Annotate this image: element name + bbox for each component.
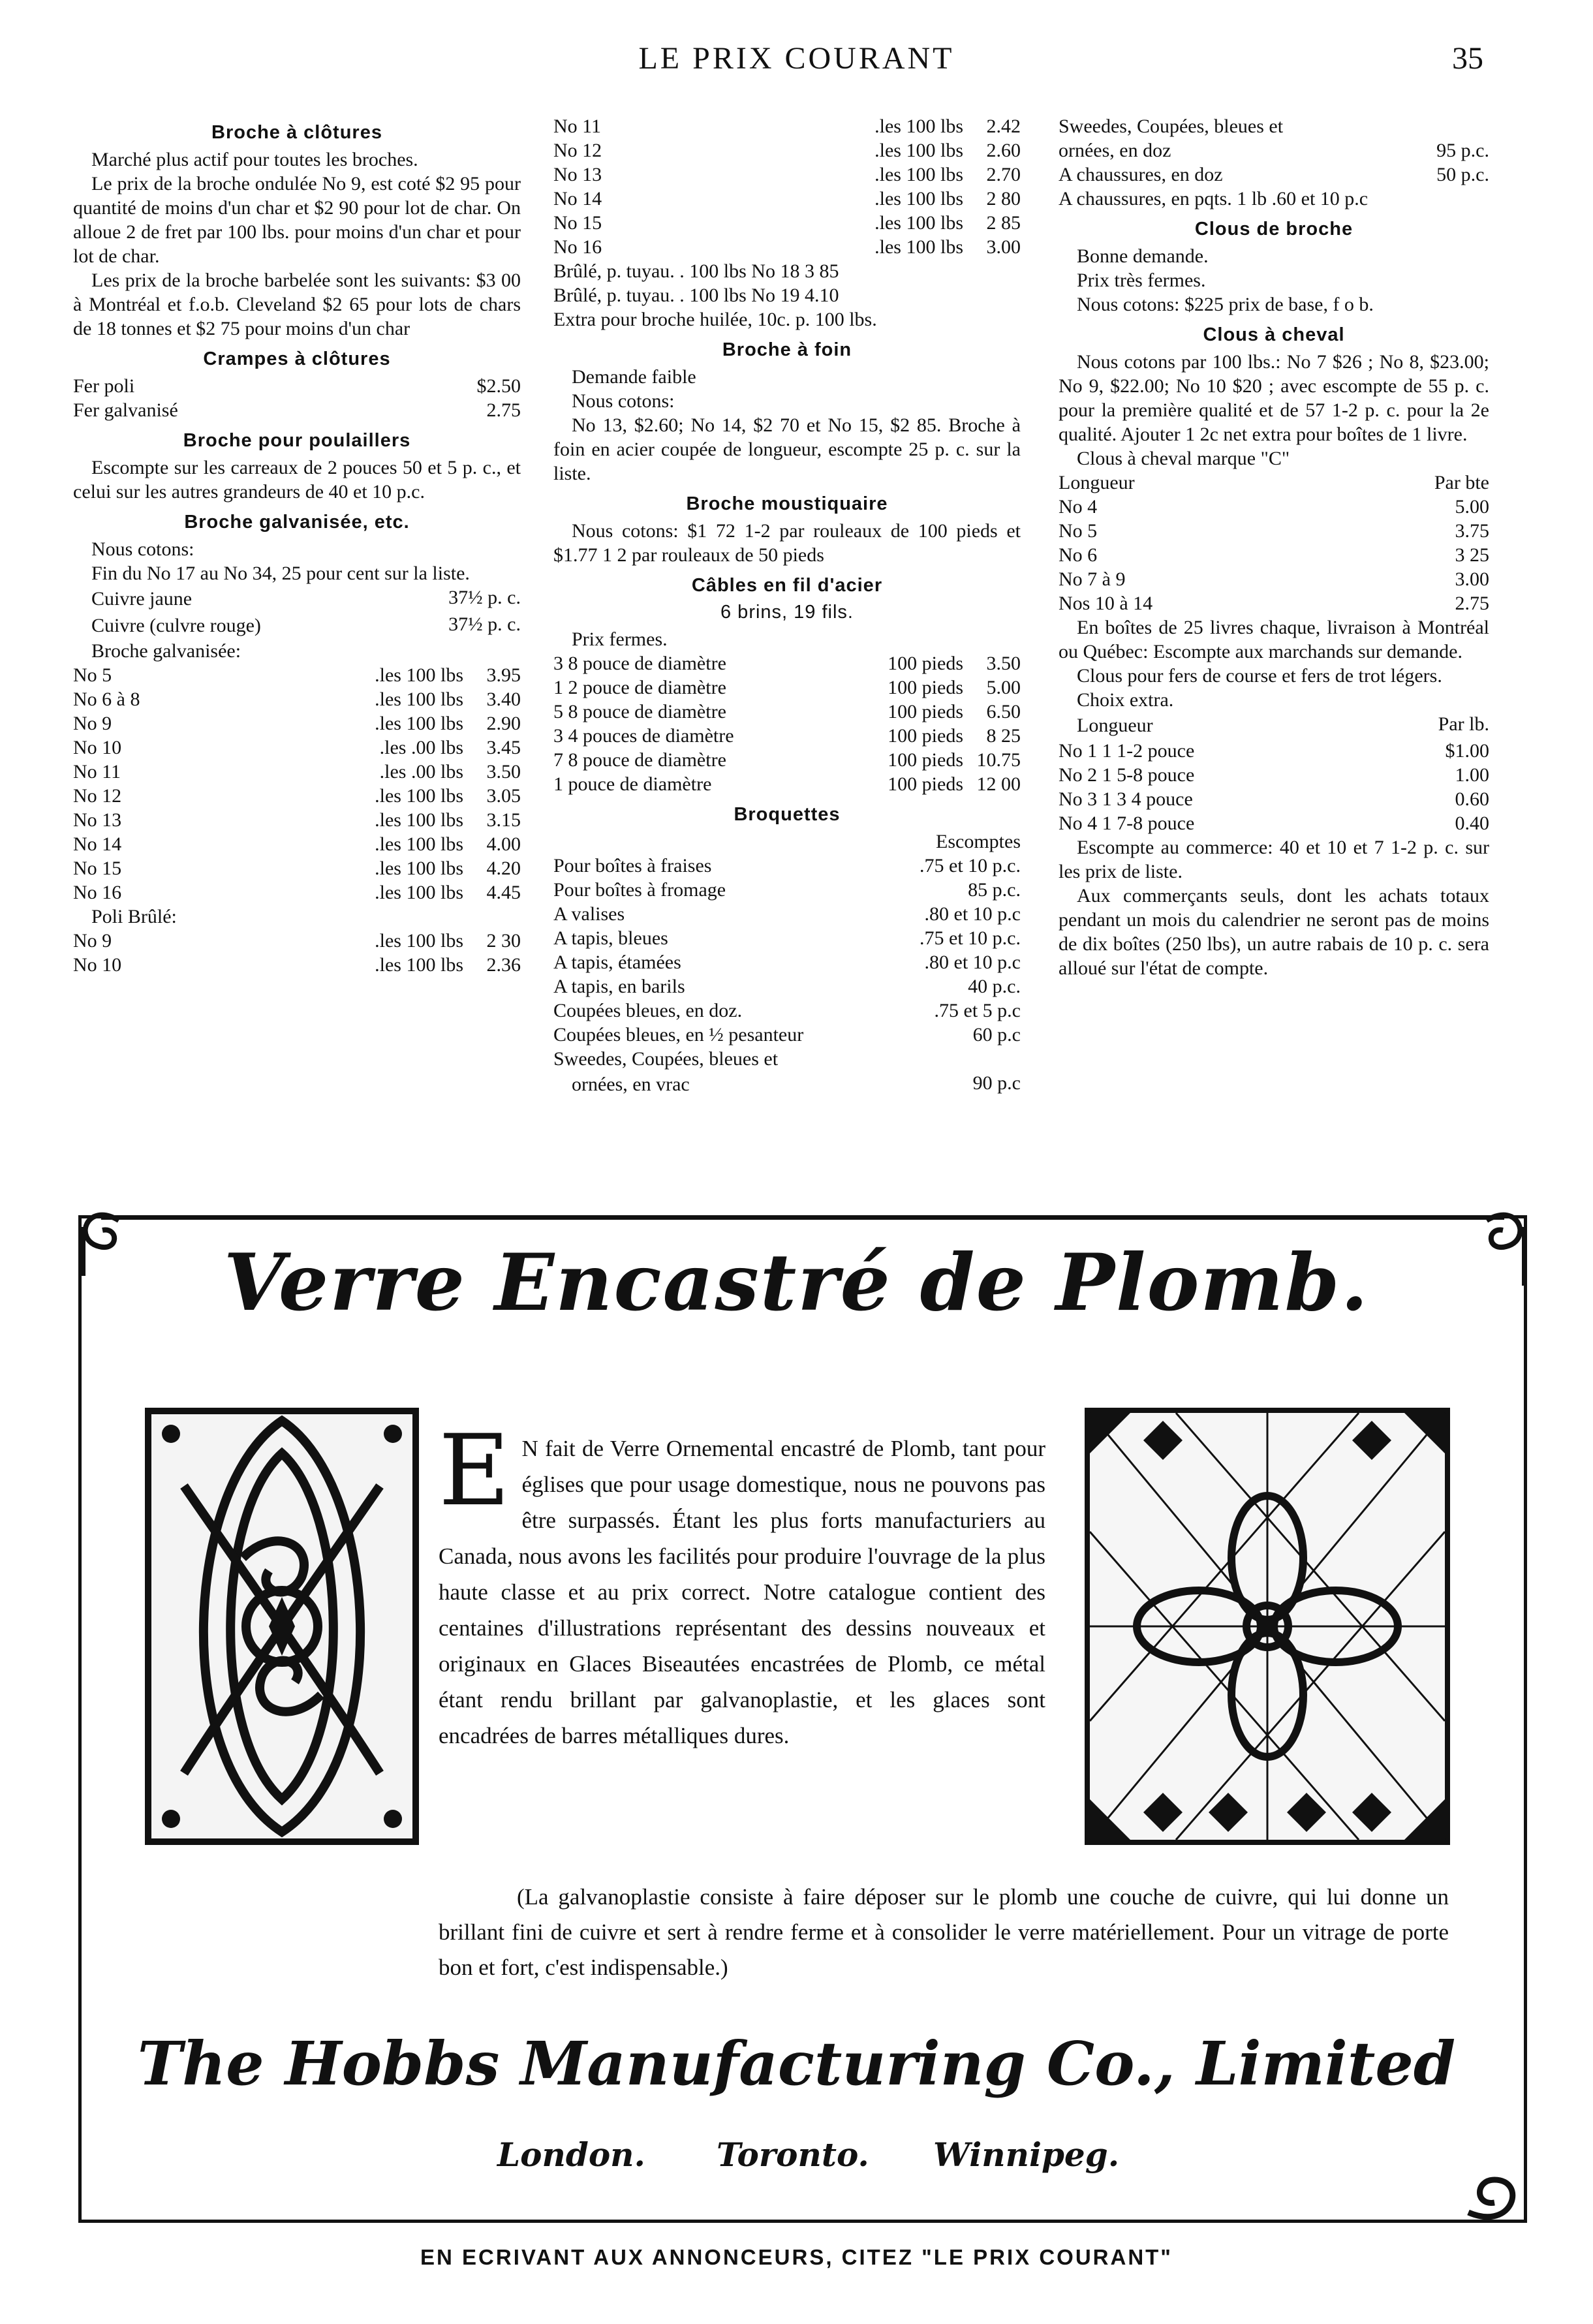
company-name: The Hobbs Manufacturing Co., Limited	[137, 2028, 1456, 2099]
cable-length: 100 pieds	[888, 725, 963, 747]
item-number: No 15	[73, 858, 122, 879]
paragraph: Sweedes, Coupées, bleues et	[553, 1048, 779, 1070]
item-number: No 16	[73, 882, 122, 903]
item-unit: .les 100 lbs	[375, 713, 463, 734]
item-label: A chaussures, en doz	[1059, 164, 1223, 185]
paragraph: Brûlé, p. tuyau. . 100 lbs No 18 3 85	[553, 260, 839, 282]
column-left	[73, 114, 521, 977]
paragraph: Nous cotons par 100 lbs.: No 7 $26 ; No 8, $23.00; No 9, $22.00; No 10 $20 ; avec escompte de 55 p. c. pour la première qualité et de 57 1-2 p. c. pour la 2e qualité. Ajouter 1 2c net extra pour boîtes de 1 livre.	[1059, 351, 1489, 445]
item-value: .75 et 10 p.c.	[920, 855, 1021, 876]
paragraph: Nous cotons:	[91, 538, 194, 560]
item-label: A tapis, étamées	[553, 952, 681, 973]
item-price: 3.50	[486, 761, 521, 782]
section-heading-foin: Broche à foin	[722, 339, 852, 360]
item-unit: .les 100 lbs	[375, 882, 463, 903]
advertisement-top-rule	[101, 1215, 1504, 1220]
paragraph: En boîtes de 25 livres chaque, livraison à Montréal ou Québec: Escompte aux marchands sur demande.	[1059, 617, 1489, 662]
scroll-ornament-icon	[1455, 2154, 1527, 2232]
column-right	[1059, 114, 1489, 980]
item-unit: .les 100 lbs	[874, 188, 963, 209]
price-row	[553, 974, 1021, 999]
item-label: ornées, en doz	[1059, 140, 1171, 161]
price-row	[73, 612, 521, 639]
item-value: 95 p.c.	[1436, 140, 1489, 161]
stained-glass-arch-image	[145, 1408, 419, 1845]
price-row	[1059, 519, 1489, 543]
cable-size: 3 4 pouces de diamètre	[553, 725, 734, 747]
price-row	[73, 736, 521, 760]
item-number: No 10	[73, 954, 122, 976]
item-unit: .les 100 lbs	[874, 164, 963, 185]
paragraph: Choix extra.	[1077, 689, 1174, 711]
item-price: 3.00	[1455, 568, 1489, 590]
price-row	[553, 1023, 1021, 1047]
column-header: Par lb.	[1438, 713, 1489, 735]
item-label: Sweedes, Coupées, bleues et	[1059, 116, 1284, 137]
item-price: 3.95	[486, 664, 521, 686]
item-value: .80 et 10 p.c	[924, 903, 1021, 925]
item-value	[1437, 187, 1489, 211]
item-number: No 11	[73, 761, 121, 782]
table-header	[1059, 471, 1489, 495]
cable-price: 3.50	[986, 653, 1021, 674]
price-row	[553, 114, 1021, 138]
item-value: 50 p.c.	[1436, 164, 1489, 185]
advertisement-title: Verre Encastré de Plomb.	[223, 1237, 1370, 1329]
item-number: No 15	[553, 212, 602, 234]
item-number: No 14	[73, 833, 122, 855]
item-label: A tapis, en barils	[553, 976, 685, 997]
paragraph: Prix fermes.	[572, 628, 668, 650]
item-price: 0.60	[1455, 788, 1489, 810]
galvanisee-table	[73, 663, 521, 905]
item-number: No 6 à 8	[73, 689, 140, 710]
item-price: 4.00	[486, 833, 521, 855]
section-heading-clous-broche: Clous de broche	[1194, 219, 1353, 240]
price-value: 37½ p. c.	[448, 613, 521, 635]
paragraph: Escompte sur les carreaux de 2 pouces 50 et 5 p. c., et celui sur les autres grandeurs de 40 et 10 p.c.	[73, 457, 521, 503]
price-row	[73, 808, 521, 832]
price-row	[1059, 187, 1489, 211]
item-unit: .les 100 lbs	[874, 212, 963, 234]
drop-cap: E	[439, 1414, 510, 1528]
price-row	[73, 374, 521, 398]
price-row	[73, 663, 521, 687]
price-row	[1059, 763, 1489, 787]
column-header: Longueur	[1077, 715, 1153, 736]
paragraph: Nous cotons:	[572, 390, 675, 412]
item-price: 3.05	[486, 785, 521, 807]
section-heading-cables: Câbles en fil d'acier	[691, 575, 883, 596]
item-price: $1.00	[1445, 740, 1489, 762]
price-row	[73, 687, 521, 711]
paragraph: Clous à cheval marque "C"	[1077, 448, 1290, 469]
paragraph: Demande faible	[572, 366, 696, 388]
item-value	[1437, 114, 1489, 138]
price-label: Fer galvanisé	[73, 399, 178, 421]
price-row	[1059, 495, 1489, 519]
page-header-title: LE PRIX COURANT	[638, 41, 955, 76]
cables-subheading: 6 brins, 19 fils.	[720, 602, 854, 623]
item-unit: .les .00 lbs	[379, 737, 463, 758]
price-row	[553, 748, 1021, 772]
item-value: .80 et 10 p.c	[924, 952, 1021, 973]
price-row	[553, 700, 1021, 724]
cable-price: 8 25	[986, 725, 1021, 747]
item-price: 3.75	[1455, 520, 1489, 542]
paragraph: Poli Brûlé:	[91, 906, 177, 927]
price-row	[553, 163, 1021, 187]
price-value: 90 p.c	[972, 1072, 1021, 1094]
section-heading-crampes: Crampes à clôtures	[203, 349, 391, 369]
choix-table	[1059, 739, 1489, 835]
price-label: ornées, en vrac	[572, 1074, 690, 1095]
table-header	[1059, 712, 1489, 739]
cable-size: 7 8 pouce de diamètre	[553, 749, 726, 771]
cable-length: 100 pieds	[888, 653, 963, 674]
item-number: No 11	[553, 116, 602, 137]
item-number: No 4	[1059, 496, 1098, 518]
item-number: No 12	[73, 785, 122, 807]
advertisement-body	[439, 1414, 1045, 1754]
item-number: No 13	[553, 164, 602, 185]
paragraph: No 13, $2.60; No 14, $2 70 et No 15, $2 85. Broche à foin en acier coupée de longueur, escompte 25 p. c. sur la liste.	[553, 414, 1021, 484]
price-row	[73, 711, 521, 736]
price-row	[73, 856, 521, 880]
poli-brule-table	[73, 929, 521, 977]
section-heading-clous-cheval: Clous à cheval	[1203, 324, 1345, 345]
price-row	[1059, 739, 1489, 763]
item-price: 4.20	[486, 858, 521, 879]
section-heading-poulaillers: Broche pour poulaillers	[183, 430, 411, 451]
cable-size: 3 8 pouce de diamètre	[553, 653, 726, 674]
price-row	[1059, 138, 1489, 163]
price-row	[1059, 163, 1489, 187]
price-value: $2.50	[476, 375, 521, 397]
item-number: No 7 à 9	[1059, 568, 1126, 590]
item-number: No 6	[1059, 544, 1098, 566]
column-header: Par bte	[1434, 472, 1489, 493]
paragraph: Bonne demande.	[1077, 245, 1209, 267]
item-value: .75 et 5 p.c	[934, 1000, 1021, 1021]
item-value: 40 p.c.	[968, 976, 1021, 997]
price-row	[553, 651, 1021, 675]
item-price: 2 30	[486, 930, 521, 952]
item-price: 2.36	[486, 954, 521, 976]
item-label: Pour boîtes à fromage	[553, 879, 726, 901]
price-row	[73, 929, 521, 953]
item-unit: .les 100 lbs	[874, 116, 963, 137]
price-row	[1059, 591, 1489, 615]
paragraph: Marché plus actif pour toutes les broches.	[91, 149, 418, 170]
item-value: .75 et 10 p.c.	[920, 927, 1021, 949]
item-number: No 9	[73, 713, 112, 734]
item-price: 4.45	[486, 882, 521, 903]
item-number: No 5	[73, 664, 112, 686]
cable-length: 100 pieds	[888, 701, 963, 722]
price-row	[1059, 811, 1489, 835]
price-label: Cuivre (culvre rouge)	[91, 615, 261, 636]
price-row	[1059, 567, 1489, 591]
cable-price: 10.75	[976, 749, 1021, 771]
city-london: London.	[497, 2135, 645, 2174]
price-row	[553, 1071, 1021, 1098]
item-price: 3.45	[486, 737, 521, 758]
item-number: No 9	[73, 930, 112, 952]
price-label: Cuivre jaune	[91, 588, 193, 610]
item-unit: .les 100 lbs	[375, 809, 463, 831]
item-unit: .les 100 lbs	[874, 140, 963, 161]
item-price: 2.42	[986, 116, 1021, 137]
item-price: 5.00	[1455, 496, 1489, 518]
paragraph: Prix très fermes.	[1077, 270, 1206, 291]
item-number: No 13	[73, 809, 122, 831]
item-price: 0.40	[1455, 813, 1489, 834]
price-row	[1059, 543, 1489, 567]
cable-size: 5 8 pouce de diamètre	[553, 701, 726, 722]
price-value: 2.75	[486, 399, 521, 421]
item-unit: .les .00 lbs	[379, 761, 463, 782]
price-row	[553, 950, 1021, 974]
item-number: No 2 1 5-8 pouce	[1059, 764, 1195, 786]
city-winnipeg: Winnipeg.	[933, 2135, 1120, 2174]
price-row	[553, 772, 1021, 796]
paragraph: Escompte au commerce: 40 et 10 et 7 1-2 p. c. sur les prix de liste.	[1059, 837, 1489, 882]
item-label: Pour boîtes à fraises	[553, 855, 712, 876]
paragraph: Nous cotons: $225 prix de base, f o b.	[1077, 294, 1374, 315]
price-row	[73, 784, 521, 808]
cable-price: 12 00	[976, 773, 1021, 795]
item-value: 85 p.c.	[968, 879, 1021, 901]
cable-size: 1 2 pouce de diamètre	[553, 677, 726, 698]
paragraph: Aux commerçants seuls, dont les achats totaux pendant un mois du calendrier ne seront pas de moins de dix boîtes (250 lbs), un autre rabais de 10 p. c. sera alloué sur l'état de compte.	[1059, 885, 1489, 979]
item-price: 2.75	[1455, 593, 1489, 614]
item-unit: .les 100 lbs	[375, 858, 463, 879]
item-number: No 3 1 3 4 pouce	[1059, 788, 1193, 810]
cable-price: 6.50	[986, 701, 1021, 722]
item-unit: .les 100 lbs	[375, 833, 463, 855]
price-row	[73, 832, 521, 856]
page-footer: EN ECRIVANT AUX ANNONCEURS, CITEZ "LE PRIX COURANT"	[420, 2245, 1173, 2269]
paragraph: Clous pour fers de course et fers de trot légers.	[1077, 665, 1442, 687]
top-price-table	[1059, 114, 1489, 211]
paragraph: Extra pour broche huilée, 10c. p. 100 lbs.	[553, 309, 877, 330]
paragraph: Fin du No 17 au No 34, 25 pour cent sur la liste.	[91, 563, 470, 584]
price-row	[1059, 114, 1489, 138]
price-row	[73, 760, 521, 784]
item-label: A chaussures, en pqts. 1 lb .60 et 10 p.c	[1059, 188, 1369, 209]
price-row	[553, 138, 1021, 163]
item-price: 3 25	[1455, 544, 1489, 566]
column-middle	[553, 114, 1021, 1098]
paragraph: Nous cotons: $1 72 1-2 par rouleaux de 100 pieds et $1.77 1 2 par rouleaux de 50 pieds	[553, 520, 1021, 566]
cable-length: 100 pieds	[888, 773, 963, 795]
cable-size: 1 pouce de diamètre	[553, 773, 712, 795]
item-unit: .les 100 lbs	[375, 664, 463, 686]
column-header: Longueur	[1059, 472, 1135, 493]
paragraph: Les prix de la broche barbelée sont les suivants: $3 00 à Montréal et f.o.b. Cleveland $2 65 pour lots de chars de 18 tonnes et $2 75 pour moins d'un char	[73, 270, 521, 339]
price-row	[553, 724, 1021, 748]
stained-glass-panel-image	[1085, 1408, 1450, 1845]
item-unit: .les 100 lbs	[375, 954, 463, 976]
price-row	[553, 902, 1021, 926]
item-price: 2.70	[986, 164, 1021, 185]
item-unit: .les 100 lbs	[375, 785, 463, 807]
item-number: No 4 1 7-8 pouce	[1059, 813, 1195, 834]
item-label: A valises	[553, 903, 625, 925]
item-label: Coupées bleues, en ½ pesanteur	[553, 1024, 804, 1046]
price-row	[73, 953, 521, 977]
price-row	[553, 878, 1021, 902]
item-price: 2.60	[986, 140, 1021, 161]
advertisement-body-text: N fait de Verre Ornemental encastré de Plomb, tant pour églises que pour usage domestique, nous ne pouvons pas être surpassés. Étant les plus forts manufacturiers au Canada, nous avons les facilités pour produire l'ouvrage de la plus haute classe et au prix correct. Notre catalogue contient des centaines d'illustrations représentant des dessins nouveaux et originaux en Glaces Biseautées encastrées de Plomb, ce métal étant rendu brillant par galvanoplastie, et les glaces sont encadrées de barres métalliques dures.	[439, 1436, 1045, 1748]
item-number: Nos 10 à 14	[1059, 593, 1153, 614]
paragraph: Le prix de la broche ondulée No 9, est coté $2 95 pour quantité de moins d'un char et $2 90 pour lot de char. On alloue 2 de fret par 100 lbs. pour moins d'un char et pour lot de char.	[73, 173, 521, 267]
price-row	[553, 854, 1021, 878]
cable-price: 5.00	[986, 677, 1021, 698]
item-number: No 10	[73, 737, 122, 758]
item-label: A tapis, bleues	[553, 927, 668, 949]
item-price: 1.00	[1455, 764, 1489, 786]
section-heading-broche-clotures: Broche à clôtures	[211, 122, 382, 143]
cable-length: 100 pieds	[888, 677, 963, 698]
item-label: Coupées bleues, en doz.	[553, 1000, 743, 1021]
item-number: No 1 1 1-2 pouce	[1059, 740, 1195, 762]
cheval-table	[1059, 495, 1489, 615]
escomptes-label: Escomptes	[936, 831, 1021, 852]
section-heading-galvanisee: Broche galvanisée, etc.	[184, 512, 410, 533]
item-number: No 12	[553, 140, 602, 161]
price-row	[553, 926, 1021, 950]
price-row	[73, 585, 521, 612]
item-unit: .les 100 lbs	[375, 930, 463, 952]
price-label: Fer poli	[73, 375, 135, 397]
broquettes-table	[553, 854, 1021, 1047]
price-row	[553, 675, 1021, 700]
price-row	[553, 187, 1021, 211]
item-number: No 16	[553, 236, 602, 258]
item-price: 2 85	[986, 212, 1021, 234]
price-row	[1059, 787, 1489, 811]
item-number: No 5	[1059, 520, 1098, 542]
cable-length: 100 pieds	[888, 749, 963, 771]
item-unit: .les 100 lbs	[874, 236, 963, 258]
price-value: 37½ p. c.	[448, 587, 521, 608]
price-row	[553, 999, 1021, 1023]
section-heading-broquettes: Broquettes	[734, 804, 841, 825]
price-row	[73, 398, 521, 422]
item-unit: .les 100 lbs	[375, 689, 463, 710]
top-price-table	[553, 114, 1021, 259]
item-price: 2 80	[986, 188, 1021, 209]
advertisement-note: (La galvanoplastie consiste à faire déposer sur le plomb une couche de cuivre, qui lui donne un brillant fini de cuivre et sert à rendre ferme et à consolider le verre matériellement. Pour un vitrage de porte bon et fort, c'est indispensable.)	[439, 1884, 1449, 1980]
price-row	[553, 235, 1021, 259]
price-row	[553, 211, 1021, 235]
item-price: 3.15	[486, 809, 521, 831]
cables-table	[553, 651, 1021, 796]
paragraph: Brûlé, p. tuyau. . 100 lbs No 19 4.10	[553, 285, 839, 306]
item-value: 60 p.c	[972, 1024, 1021, 1046]
price-row	[73, 880, 521, 905]
section-heading-moustiquaire: Broche moustiquaire	[686, 493, 888, 514]
item-price: 3.00	[986, 236, 1021, 258]
item-number: No 14	[553, 188, 602, 209]
paragraph: Broche galvanisée:	[91, 640, 241, 662]
item-price: 2.90	[486, 713, 521, 734]
city-toronto: Toronto.	[717, 2135, 869, 2174]
item-price: 3.40	[486, 689, 521, 710]
page-number: 35	[1452, 41, 1483, 76]
